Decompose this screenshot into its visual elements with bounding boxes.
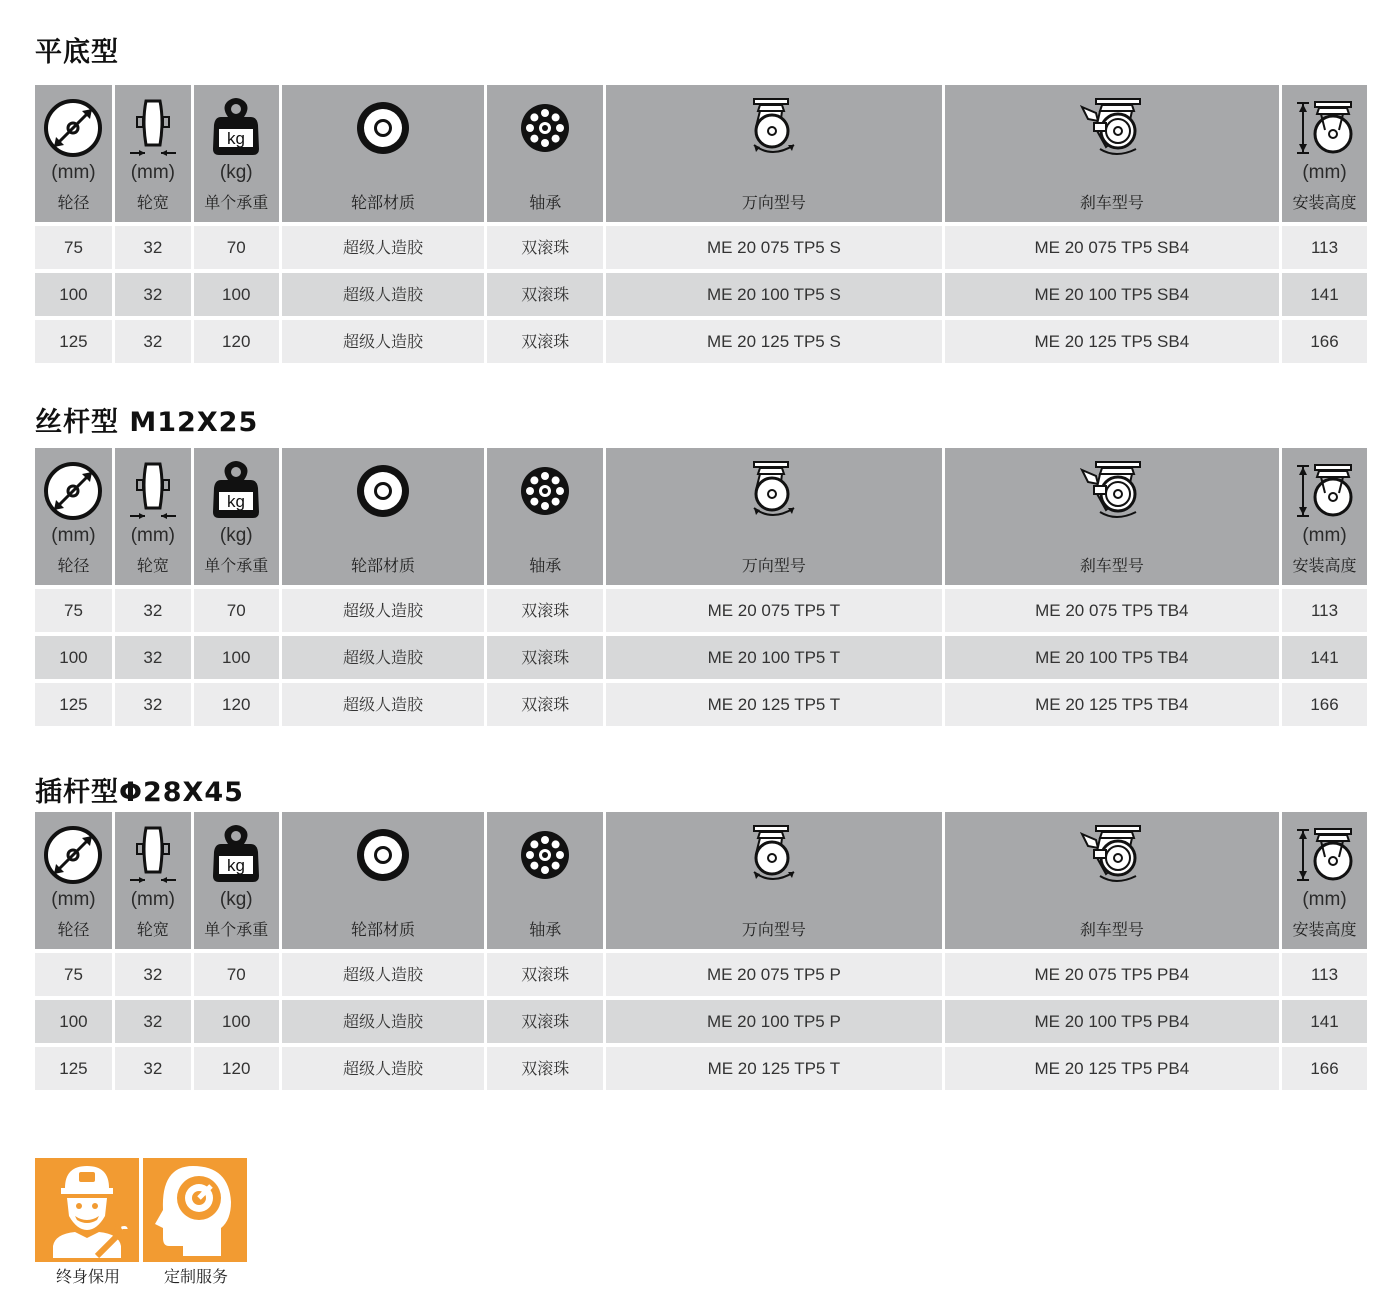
section-title: 插杆型Φ28X45	[35, 777, 244, 808]
table-cell: 双滚珠	[487, 636, 603, 679]
column-label: 轮部材质	[351, 556, 416, 575]
wheel-width-icon	[115, 97, 191, 159]
mounting-height-icon	[1282, 824, 1367, 886]
column-label: 轮宽	[136, 556, 169, 575]
column-header	[282, 448, 485, 585]
table-cell: 166	[1282, 683, 1367, 726]
column-header	[945, 85, 1279, 222]
kg-weight-icon	[194, 97, 279, 159]
technician-icon	[35, 1158, 139, 1262]
kg-weight-icon	[194, 824, 279, 886]
bearing-icon	[487, 97, 603, 159]
brake-caster-icon	[945, 460, 1279, 522]
column-label: 单个承重	[204, 556, 269, 575]
swivel-caster-icon	[606, 824, 941, 886]
table-cell: 120	[194, 1047, 279, 1090]
table-row	[35, 1000, 1367, 1043]
wheel-diameter-icon	[35, 97, 112, 159]
table-cell: 100	[194, 1000, 279, 1043]
column-label: 刹车型号	[1079, 193, 1144, 212]
column-header	[282, 85, 485, 222]
column-unit: (mm)	[130, 162, 175, 183]
table-cell: 75	[35, 953, 112, 996]
table-cell: ME 20 100 TP5 P	[606, 1000, 941, 1043]
section-title: 平底型	[35, 37, 119, 68]
table-cell: 125	[35, 1047, 112, 1090]
column-header	[115, 448, 191, 585]
brake-caster-icon	[945, 97, 1279, 159]
table-cell: 70	[194, 953, 279, 996]
table-cell: 70	[194, 226, 279, 269]
table-cell: 超级人造胶	[282, 1000, 485, 1043]
table-cell: 113	[1282, 226, 1367, 269]
column-label: 单个承重	[204, 193, 269, 212]
badge-label: 定制服务	[163, 1267, 228, 1286]
column-header	[35, 812, 112, 949]
column-unit: (kg)	[219, 162, 253, 183]
column-label: 单个承重	[204, 920, 269, 939]
column-header	[945, 448, 1279, 585]
bearing-icon	[487, 824, 603, 886]
column-unit: (mm)	[1302, 162, 1347, 183]
table-cell: 125	[35, 683, 112, 726]
column-header	[115, 812, 191, 949]
table-cell: 超级人造胶	[282, 1047, 485, 1090]
column-label: 安装高度	[1292, 556, 1357, 575]
column-label: 轴承	[529, 193, 562, 212]
table-cell: 32	[115, 320, 191, 363]
mounting-height-icon	[1282, 97, 1367, 159]
table-cell: 120	[194, 683, 279, 726]
column-header	[35, 448, 112, 585]
header-row	[35, 812, 1367, 949]
column-label: 刹车型号	[1079, 920, 1144, 939]
column-unit: (mm)	[51, 162, 96, 183]
table-cell: ME 20 100 TP5 SB4	[945, 273, 1279, 316]
column-label: 轮径	[57, 193, 90, 212]
table-cell: 超级人造胶	[282, 320, 485, 363]
table-cell: ME 20 125 TP5 T	[606, 683, 941, 726]
table-cell: 双滚珠	[487, 320, 603, 363]
column-label: 安装高度	[1292, 193, 1357, 212]
table-cell: 双滚珠	[487, 226, 603, 269]
column-unit: (mm)	[130, 525, 175, 546]
column-unit: (mm)	[130, 889, 175, 910]
wheel-material-icon	[282, 97, 485, 159]
wheel-material-icon	[282, 824, 485, 886]
table-cell: 141	[1282, 273, 1367, 316]
column-unit: (kg)	[219, 525, 253, 546]
column-header	[945, 812, 1279, 949]
column-label: 轴承	[529, 556, 562, 575]
table-cell: 双滚珠	[487, 953, 603, 996]
table-cell: 超级人造胶	[282, 273, 485, 316]
table-cell: ME 20 125 TP5 PB4	[945, 1047, 1279, 1090]
header-row	[35, 448, 1367, 585]
column-label: 轮部材质	[351, 920, 416, 939]
table-cell: 75	[35, 589, 112, 632]
table-cell: ME 20 125 TP5 SB4	[945, 320, 1279, 363]
table-cell: 75	[35, 226, 112, 269]
table-cell: 100	[194, 273, 279, 316]
column-header	[115, 85, 191, 222]
table-cell: ME 20 075 TP5 P	[606, 953, 941, 996]
table-cell: 113	[1282, 953, 1367, 996]
badge-label: 终身保用	[55, 1267, 120, 1286]
table-cell: ME 20 075 TP5 S	[606, 226, 941, 269]
table-cell: 125	[35, 320, 112, 363]
table-cell: 双滚珠	[487, 1047, 603, 1090]
kg-weight-icon	[194, 460, 279, 522]
table-cell: 32	[115, 1000, 191, 1043]
column-label: 轮径	[57, 556, 90, 575]
svg-text:kg: kg	[227, 856, 246, 875]
table-cell: 超级人造胶	[282, 683, 485, 726]
bearing-icon	[487, 460, 603, 522]
table-cell: 100	[35, 636, 112, 679]
spec-table	[32, 808, 1370, 1094]
column-header	[487, 85, 603, 222]
table-cell: ME 20 125 TP5 TB4	[945, 683, 1279, 726]
column-label: 安装高度	[1292, 920, 1357, 939]
table-cell: 双滚珠	[487, 273, 603, 316]
table-cell: 超级人造胶	[282, 226, 485, 269]
table-row	[35, 1047, 1367, 1090]
column-header	[194, 448, 279, 585]
column-header	[1282, 85, 1367, 222]
column-label: 轮部材质	[351, 193, 416, 212]
table-row	[35, 273, 1367, 316]
table-cell: ME 20 100 TP5 S	[606, 273, 941, 316]
table-cell: ME 20 125 TP5 S	[606, 320, 941, 363]
table-cell: ME 20 075 TP5 TB4	[945, 589, 1279, 632]
table-cell: 32	[115, 953, 191, 996]
mounting-height-icon	[1282, 460, 1367, 522]
table-cell: ME 20 100 TP5 PB4	[945, 1000, 1279, 1043]
column-label: 万向型号	[741, 193, 806, 212]
wheel-diameter-icon	[35, 824, 112, 886]
swivel-caster-icon	[606, 460, 941, 522]
table-cell: 100	[35, 273, 112, 316]
table-cell: 双滚珠	[487, 1000, 603, 1043]
lifetime-warranty-badge	[35, 1158, 139, 1262]
column-header	[606, 85, 941, 222]
table-cell: 141	[1282, 636, 1367, 679]
column-header	[35, 85, 112, 222]
table-cell: ME 20 075 TP5 PB4	[945, 953, 1279, 996]
table-cell: 32	[115, 636, 191, 679]
table-cell: 超级人造胶	[282, 953, 485, 996]
column-label: 轮宽	[136, 193, 169, 212]
column-header	[1282, 812, 1367, 949]
wheel-width-icon	[115, 824, 191, 886]
spec-table	[32, 81, 1370, 367]
svg-text:kg: kg	[227, 492, 246, 511]
brake-caster-icon	[945, 824, 1279, 886]
table-cell: 70	[194, 589, 279, 632]
column-header	[194, 85, 279, 222]
spec-table	[32, 444, 1370, 730]
wheel-diameter-icon	[35, 460, 112, 522]
table-cell: 超级人造胶	[282, 589, 485, 632]
table-cell: 100	[194, 636, 279, 679]
table-cell: 32	[115, 226, 191, 269]
column-unit: (mm)	[1302, 889, 1347, 910]
custom-service-badge	[143, 1158, 247, 1262]
column-unit: (mm)	[51, 525, 96, 546]
table-cell: 超级人造胶	[282, 636, 485, 679]
column-header	[487, 812, 603, 949]
column-unit: (mm)	[51, 889, 96, 910]
table-cell: 100	[35, 1000, 112, 1043]
column-unit: (mm)	[1302, 525, 1347, 546]
custom-head-icon	[143, 1158, 247, 1262]
table-row	[35, 320, 1367, 363]
table-cell: 141	[1282, 1000, 1367, 1043]
table-cell: 双滚珠	[487, 683, 603, 726]
table-row	[35, 953, 1367, 996]
table-cell: 32	[115, 1047, 191, 1090]
column-label: 刹车型号	[1079, 556, 1144, 575]
column-label: 万向型号	[741, 920, 806, 939]
column-header	[1282, 448, 1367, 585]
table-row	[35, 683, 1367, 726]
table-cell: 120	[194, 320, 279, 363]
table-cell: 113	[1282, 589, 1367, 632]
table-cell: 双滚珠	[487, 589, 603, 632]
column-label: 万向型号	[741, 556, 806, 575]
table-row	[35, 589, 1367, 632]
table-cell: 166	[1282, 1047, 1367, 1090]
header-row	[35, 85, 1367, 222]
section-title: 丝杆型 M12X25	[35, 407, 259, 438]
table-cell: 166	[1282, 320, 1367, 363]
wheel-material-icon	[282, 460, 485, 522]
column-unit: (kg)	[219, 889, 253, 910]
table-cell: ME 20 075 TP5 SB4	[945, 226, 1279, 269]
table-cell: ME 20 100 TP5 T	[606, 636, 941, 679]
column-header	[606, 448, 941, 585]
table-row	[35, 636, 1367, 679]
table-cell: ME 20 100 TP5 TB4	[945, 636, 1279, 679]
table-cell: 32	[115, 683, 191, 726]
table-cell: 32	[115, 273, 191, 316]
column-header	[194, 812, 279, 949]
swivel-caster-icon	[606, 97, 941, 159]
table-cell: ME 20 125 TP5 T	[606, 1047, 941, 1090]
table-cell: ME 20 075 TP5 T	[606, 589, 941, 632]
table-row	[35, 226, 1367, 269]
column-label: 轴承	[529, 920, 562, 939]
column-header	[606, 812, 941, 949]
column-label: 轮径	[57, 920, 90, 939]
table-cell: 32	[115, 589, 191, 632]
column-header	[282, 812, 485, 949]
column-header	[487, 448, 603, 585]
svg-text:kg: kg	[227, 129, 246, 148]
column-label: 轮宽	[136, 920, 169, 939]
wheel-width-icon	[115, 460, 191, 522]
